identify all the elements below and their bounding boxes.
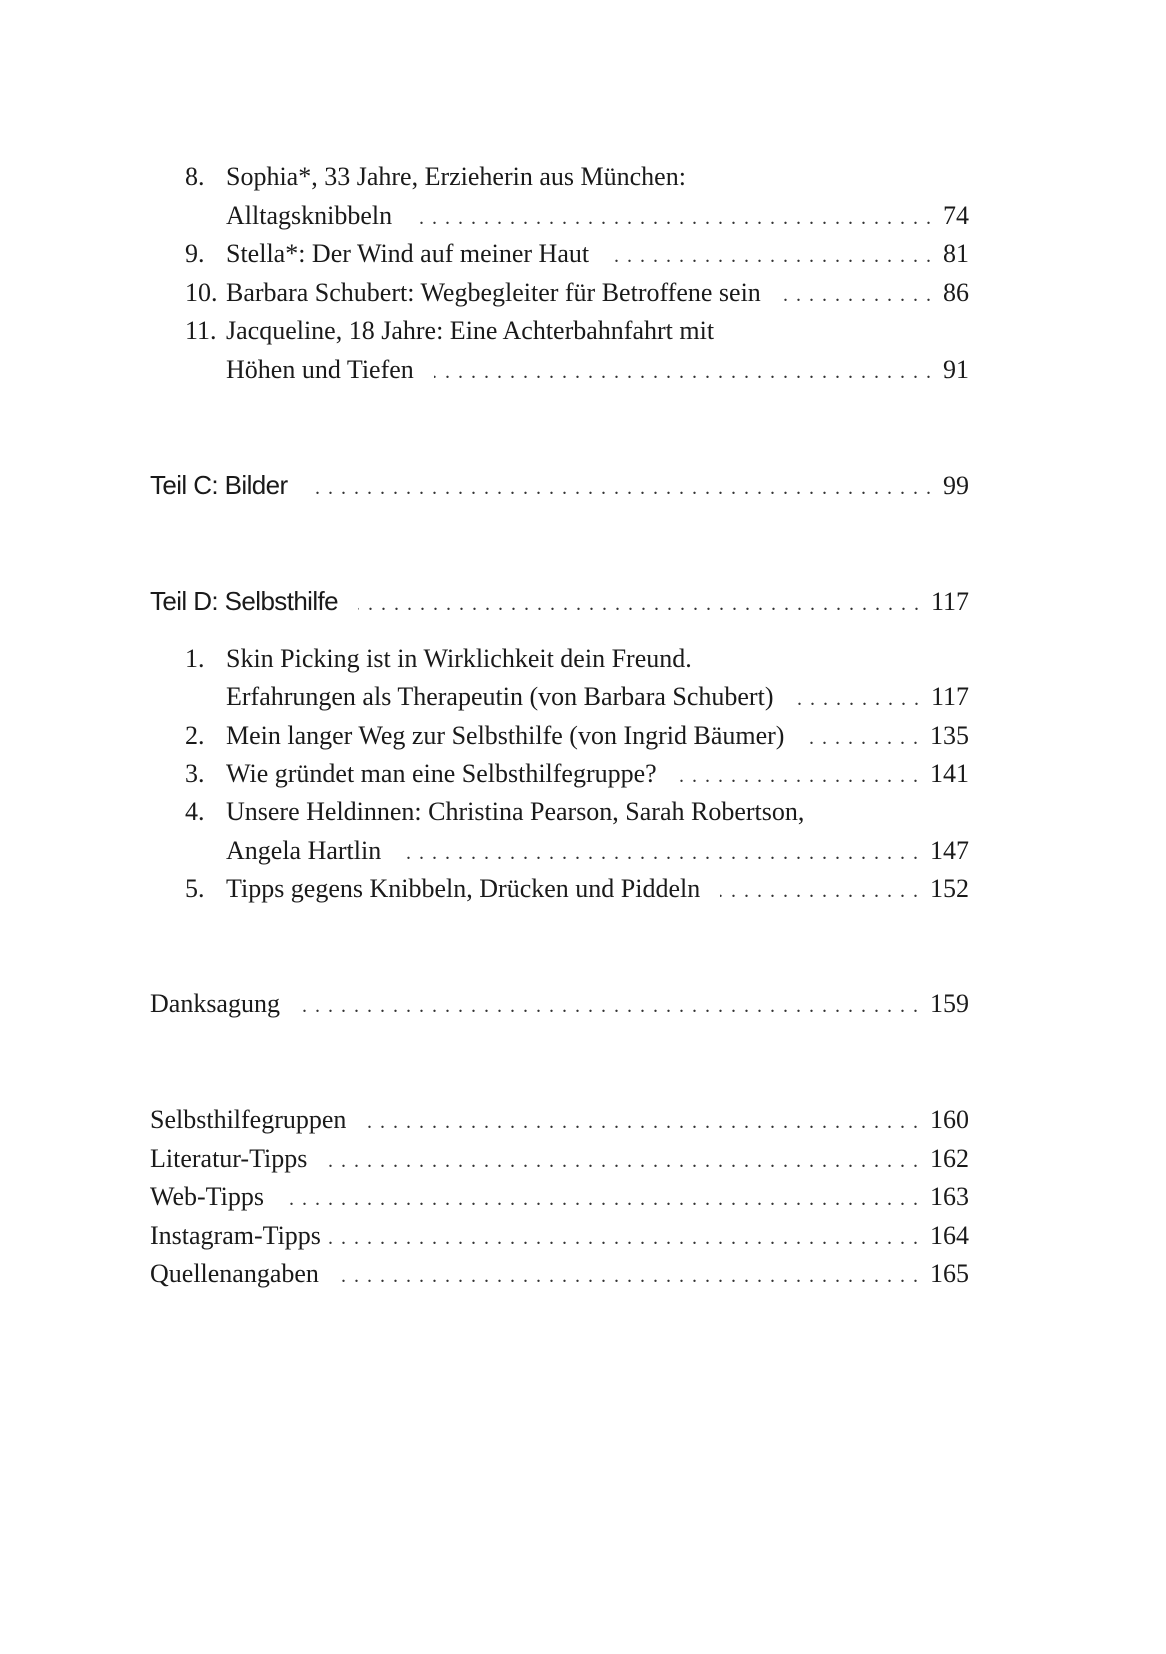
page-number: 164 (930, 1221, 969, 1250)
entry-title: Erfahrungen als Therapeutin (von Barbara Schubert) (226, 682, 774, 711)
dot-leader (434, 353, 931, 391)
entry-number: 8. (185, 162, 205, 191)
part-heading: Teil C: Bilder (150, 470, 288, 500)
entry-number: 11. (185, 316, 217, 345)
page-number: 99 (943, 471, 969, 500)
dot-leader (284, 1180, 918, 1218)
page-number: 159 (930, 989, 969, 1018)
dot-leader (327, 1142, 918, 1180)
page-number: 91 (943, 355, 969, 384)
toc-entry-9[interactable] (185, 235, 969, 273)
entry-title: Jacqueline, 18 Jahre: Eine Achterbahnfahrt mit (226, 316, 715, 345)
dot-leader (300, 987, 918, 1025)
toc-entry-d5[interactable] (185, 870, 969, 908)
dot-leader (804, 719, 918, 757)
dot-leader (339, 1257, 918, 1295)
toc-entry-11-continuation[interactable] (185, 351, 969, 389)
dot-leader (609, 237, 931, 275)
entry-title: Höhen und Tiefen (226, 355, 414, 384)
toc-entry-d1-continuation[interactable] (185, 678, 969, 716)
entry-title: Angela Hartlin (226, 836, 382, 865)
toc-entry-d2[interactable] (185, 717, 969, 755)
entry-title: Unsere Heldinnen: Christina Pearson, Sarah Robertson, (226, 797, 805, 826)
page-number: 117 (930, 682, 969, 711)
page-number: 160 (930, 1105, 969, 1134)
page-number: 81 (943, 239, 969, 268)
toc-entry-d3[interactable] (185, 755, 969, 793)
entry-number: 1. (185, 644, 205, 673)
entry-title: Instagram-Tipps (150, 1221, 321, 1250)
entry-title: Quellenangaben (150, 1259, 319, 1288)
entry-title: Stella*: Der Wind auf meiner Haut (226, 239, 590, 268)
dot-leader (781, 276, 931, 314)
dot-leader (308, 469, 931, 507)
entry-title: Tipps gegens Knibbeln, Drücken und Piddeln (226, 874, 701, 903)
page-number: 147 (930, 836, 969, 865)
entry-title: Mein langer Weg zur Selbsthilfe (von Ingrid Bäumer) (226, 721, 785, 750)
dot-leader (412, 199, 931, 237)
toc-entry-d4-continuation[interactable] (185, 832, 969, 870)
dot-leader (720, 872, 918, 910)
toc-appendix-quellenangaben[interactable] (150, 1255, 969, 1293)
page-number: 74 (943, 201, 969, 230)
entry-title: Literatur-Tipps (150, 1144, 308, 1173)
entry-title: Alltagsknibbeln (226, 201, 393, 230)
page-number: 135 (930, 721, 969, 750)
page-number: 86 (943, 278, 969, 307)
toc-appendix-literatur-tipps[interactable] (150, 1140, 969, 1178)
toc-entry-10[interactable] (185, 274, 969, 312)
toc-entry-d4[interactable] (185, 793, 969, 831)
page-number: 165 (930, 1259, 969, 1288)
toc-part-c[interactable] (150, 466, 969, 504)
entry-title: Wie gründet man eine Selbsthilfegruppe? (226, 759, 657, 788)
dot-leader (677, 757, 918, 795)
page-number: 152 (930, 874, 969, 903)
toc-appendix-web-tipps[interactable] (150, 1178, 969, 1216)
dot-leader (358, 585, 919, 623)
entry-title: Web-Tipps (150, 1182, 264, 1211)
dot-leader (401, 834, 918, 872)
entry-number: 3. (185, 759, 205, 788)
page-number: 141 (930, 759, 969, 788)
toc-entry-8-continuation[interactable] (185, 197, 969, 235)
toc-appendix-selbsthilfegruppen[interactable] (150, 1101, 969, 1139)
toc-entry-11[interactable] (185, 312, 969, 350)
entry-number: 10. (185, 278, 218, 307)
dot-leader (793, 680, 918, 718)
entry-title: Danksagung (150, 989, 280, 1018)
dot-leader (325, 1219, 918, 1257)
toc-entry-8[interactable] (185, 158, 969, 196)
entry-title: Skin Picking ist in Wirklichkeit dein Freund. (226, 644, 692, 673)
dot-leader (366, 1103, 918, 1141)
page-number: 163 (930, 1182, 969, 1211)
entry-number: 4. (185, 797, 205, 826)
toc-danksagung[interactable] (150, 985, 969, 1023)
entry-number: 5. (185, 874, 205, 903)
page-number: 117 (930, 587, 969, 616)
entry-number: 2. (185, 721, 205, 750)
toc-part-d[interactable] (150, 582, 969, 620)
page-number: 162 (930, 1144, 969, 1173)
part-heading: Teil D: Selbsthilfe (150, 586, 339, 616)
entry-title: Sophia*, 33 Jahre, Erzieherin aus München: (226, 162, 686, 191)
toc-entry-d1[interactable] (185, 640, 969, 678)
entry-title: Barbara Schubert: Wegbegleiter für Betroffene sein (226, 278, 761, 307)
entry-title: Selbsthilfegruppen (150, 1105, 347, 1134)
entry-number: 9. (185, 239, 205, 268)
toc-appendix-instagram-tipps[interactable] (150, 1217, 969, 1255)
